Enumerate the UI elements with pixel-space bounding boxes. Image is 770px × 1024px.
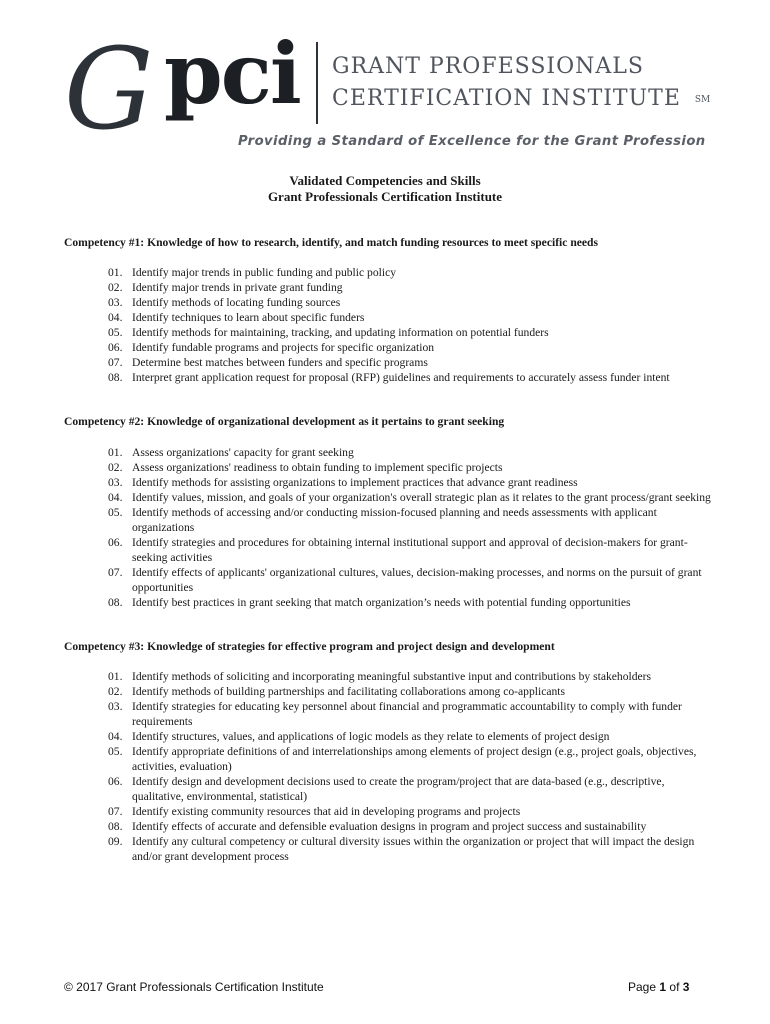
item-number: 02. [108,281,123,294]
list-item [108,265,714,280]
item-text: Assess organizations' readiness to obtain funding to implement specific projects [132,461,503,474]
item-text: Interpret grant application request for proposal (RFP) guidelines and requirements to accurately assess funder intent [132,371,670,384]
list-item [108,729,714,744]
item-text: Identify strategies and procedures for obtaining internal institutional support and approval of decision-makers for grant-seeking activities [132,536,688,564]
competency-1-heading: Competency #1: Knowledge of how to research, identify, and match funding resources to meet specific needs [64,236,599,249]
service-mark: SM [694,95,711,105]
item-text: Identify existing community resources that aid in developing programs and projects [132,805,521,818]
list-item [108,535,714,565]
competency-3-skills [108,669,714,864]
list-item [108,280,714,295]
list-item [108,310,714,325]
item-number: 07. [108,805,123,818]
org-name-line1: GRANT PROFESSIONALS [332,54,644,79]
list-item [108,804,714,819]
item-number: 04. [108,491,123,504]
item-number: 02. [108,685,123,698]
list-item [108,475,714,490]
page-current: 1 [659,980,667,994]
item-text: Identify strategies for educating key personnel about financial and programmatic accountability to comply with funder requirements [132,700,682,728]
logo-divider [316,42,318,124]
item-number: 06. [108,341,123,354]
item-text: Determine best matches between funders and specific programs [132,356,428,369]
list-item [108,834,714,864]
item-text: Identify values, mission, and goals of your organization's overall strategic plan as it relates to the grant process/grant seeking [132,491,711,504]
list-item [108,295,714,310]
item-number: 05. [108,506,123,519]
item-text: Identify methods of locating funding sources [132,296,341,309]
item-text: Identify methods of accessing and/or conducting mission-focused planning and needs assessments with applicant organizations [132,506,657,534]
logo-pci-lettermark: pci [164,24,300,123]
item-number: 08. [108,596,123,609]
document-title: Validated Competencies and Skills [289,173,481,188]
item-text: Identify any cultural competency or cultural diversity issues within the organization or project that will impact the design and/or grant development process [132,835,695,863]
item-text: Identify effects of applicants' organizational cultures, values, decision-making processes, and norms on the pursuit of grant opportunities [132,566,702,594]
list-item [108,325,714,340]
list-item [108,370,714,385]
item-text: Identify methods of soliciting and incorporating meaningful substantive input and contributions by stakeholders [132,670,652,683]
item-number: 01. [108,670,123,683]
item-number: 07. [108,356,123,369]
item-number: 04. [108,730,123,743]
footer-page-number [628,980,689,994]
item-text: Identify structures, values, and applications of logic models as they relate to elements of project design [132,730,610,743]
item-number: 03. [108,296,123,309]
list-item [108,595,714,610]
org-name-line2-text: CERTIFICATION INSTITUTE [332,86,681,111]
org-name-line2 [332,86,710,111]
item-number: 06. [108,775,123,788]
item-text: Identify design and development decisions used to create the program/project that are data-based (e.g., descriptive, qualitative, environmental, statistical) [132,775,665,803]
page-total: 3 [682,980,690,994]
page-word: Page [628,980,657,994]
item-number: 04. [108,311,123,324]
list-item [108,819,714,834]
item-number: 01. [108,446,123,459]
list-item [108,684,714,699]
competency-2-skills [108,445,714,610]
item-number: 05. [108,745,123,758]
item-number: 03. [108,476,123,489]
item-number: 08. [108,371,123,384]
item-text: Identify methods for maintaining, tracking, and updating information on potential funders [132,326,549,339]
item-text: Identify fundable programs and projects for specific organization [132,341,435,354]
list-item [108,699,714,729]
item-number: 01. [108,266,123,279]
document-subtitle: Grant Professionals Certification Institute [267,189,503,204]
item-number: 08. [108,820,123,833]
page-of: of [669,980,680,994]
list-item [108,774,714,804]
list-item [108,445,714,460]
competency-3-heading: Competency #3: Knowledge of strategies for effective program and project design and development [64,640,555,653]
item-text: Identify techniques to learn about specific funders [132,311,365,324]
item-text: Identify methods for assisting organizations to implement practices that advance grant readiness [132,476,578,489]
item-number: 05. [108,326,123,339]
list-item [108,460,714,475]
item-text: Identify methods of building partnerships and facilitating collaborations among co-applicants [132,685,566,698]
list-item [108,490,714,505]
item-number: 07. [108,566,123,579]
footer-copyright: © 2017 Grant Professionals Certification Institute [64,980,324,994]
list-item [108,355,714,370]
competency-2-heading: Competency #2: Knowledge of organizational development as it pertains to grant seeking [64,415,505,428]
gpci-logo [60,24,720,158]
tagline: Providing a Standard of Excellence for the Grant Profession [238,134,706,149]
item-text: Assess organizations' capacity for grant seeking [132,446,354,459]
item-number: 03. [108,700,123,713]
item-text: Identify major trends in public funding and public policy [132,266,397,279]
list-item [108,669,714,684]
logo-g-lettermark: G [64,25,154,155]
list-item [108,565,714,595]
item-number: 06. [108,536,123,549]
item-text: Identify major trends in private grant funding [132,281,343,294]
list-item [108,505,714,535]
list-item [108,340,714,355]
item-text: Identify effects of accurate and defensible evaluation designs in program and project success and sustainability [132,820,647,833]
item-text: Identify best practices in grant seeking that match organization’s needs with potential funding opportunities [132,596,631,609]
item-number: 02. [108,461,123,474]
list-item [108,744,714,774]
item-text: Identify appropriate definitions of and interrelationships among elements of project design (e.g., project goals, objectives, activities, evaluation) [132,745,697,773]
item-number: 09. [108,835,123,848]
competency-1-skills [108,265,714,385]
